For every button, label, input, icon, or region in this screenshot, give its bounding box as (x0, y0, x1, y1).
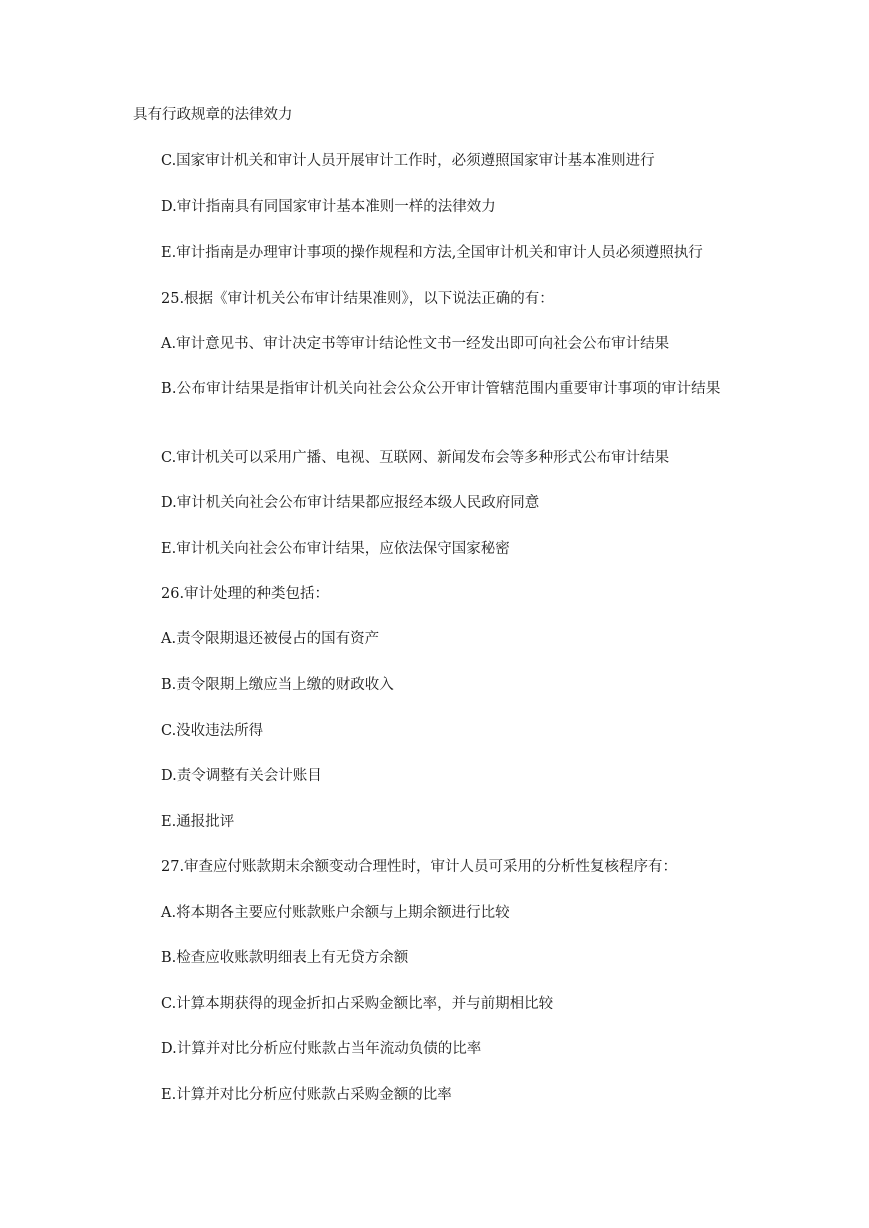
q26-option-d: D.责令调整有关会计账目 (161, 768, 322, 784)
question-25: 25.根据《审计机关公布审计结果准则》，以下说法正确的有： (161, 291, 554, 307)
option-e: E.审计指南是办理审计事项的操作规程和方法,全国审计机关和审计人员必须遵照执行 (161, 245, 703, 261)
q27-option-e: E.计算并对比分析应付账款占采购金额的比率 (161, 1087, 452, 1103)
option-d: D.审计指南具有同国家审计基本准则一样的法律效力 (161, 199, 496, 215)
q27-option-d: D.计算并对比分析应付账款占当年流动负债的比率 (161, 1041, 482, 1057)
question-27: 27.审查应付账款期末余额变动合理性时，审计人员可采用的分析性复核程序有： (161, 859, 678, 875)
q25-option-c: C.审计机关可以采用广播、电视、互联网、新闻发布会等多种形式公布审计结果 (161, 450, 670, 466)
q27-option-b: B.检查应收账款明细表上有无贷方余额 (161, 950, 409, 966)
q25-option-b: B.公布审计结果是指审计机关向社会公众公开审计管辖范围内重要审计事项的审计结果 (161, 381, 721, 397)
q25-option-d: D.审计机关向社会公布审计结果都应报经本级人民政府同意 (161, 495, 540, 511)
question-26: 26.审计处理的种类包括： (161, 586, 330, 602)
q27-option-c: C.计算本期获得的现金折扣占采购金额比率，并与前期相比较 (161, 996, 554, 1012)
q26-option-a: A.责令限期退还被侵占的国有资产 (161, 631, 380, 647)
q25-option-a: A.审计意见书、审计决定书等审计结论性文书一经发出即可向社会公布审计结果 (161, 336, 670, 352)
q26-option-c: C.没收违法所得 (161, 723, 264, 739)
q26-option-e: E.通报批评 (161, 814, 235, 830)
continuation-text: 具有行政规章的法律效力 (133, 107, 293, 123)
option-c: C.国家审计机关和审计人员开展审计工作时，必须遵照国家审计基本准则进行 (161, 153, 655, 169)
q25-option-e: E.审计机关向社会公布审计结果，应依法保守国家秘密 (161, 541, 510, 557)
q27-option-a: A.将本期各主要应付账款账户余额与上期余额进行比较 (161, 905, 510, 921)
q26-option-b: B.责令限期上缴应当上缴的财政收入 (161, 677, 394, 693)
